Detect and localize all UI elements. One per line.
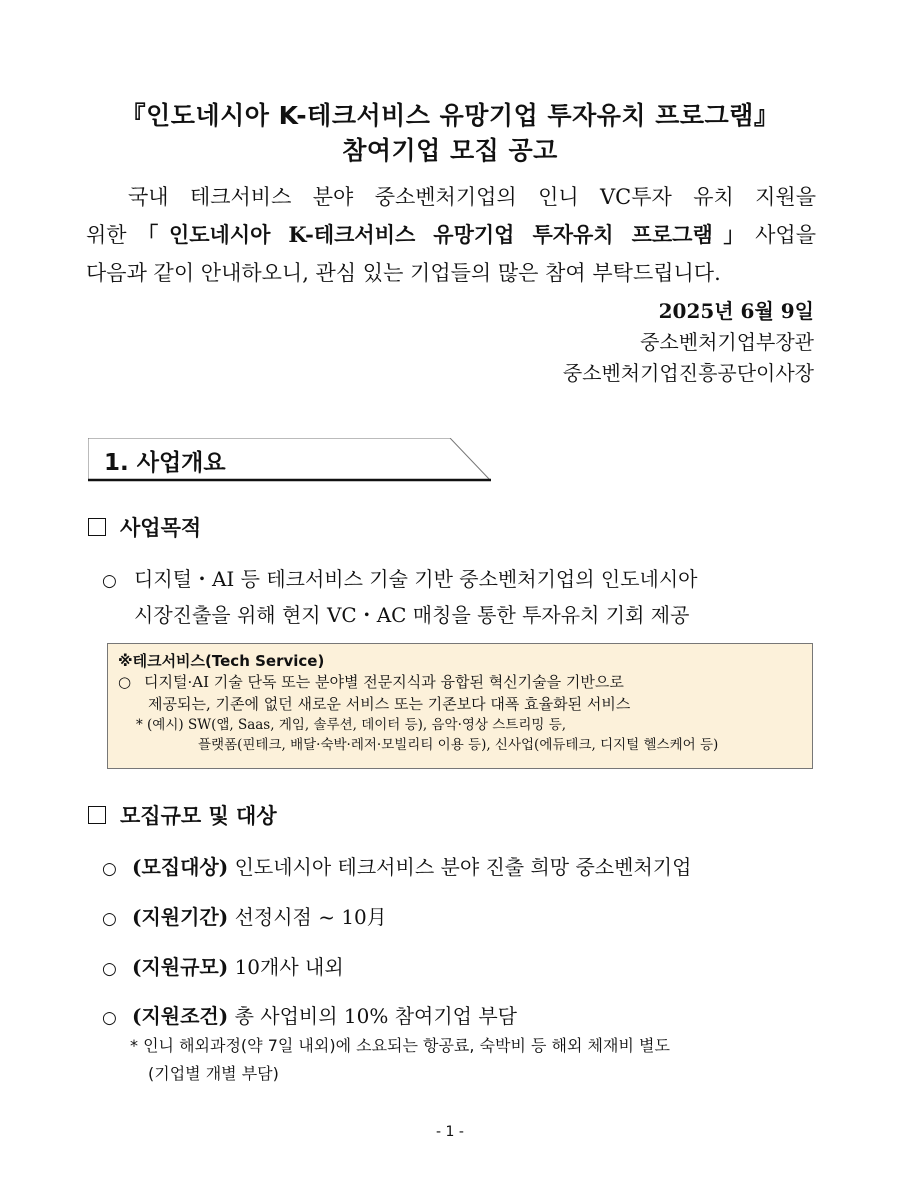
cost-note (130, 1032, 670, 1088)
recruit-item (102, 851, 691, 880)
recruit-item-text: 10개사 내외 (234, 955, 344, 979)
section-heading-text: 1. 사업개요 (104, 450, 226, 476)
issuer-agency: 중소벤처기업진흥공단이사장 (562, 361, 814, 385)
circle-bullet-icon: ○ (102, 1008, 117, 1028)
tech-service-heading: ※테크서비스(Tech Service) (118, 652, 325, 670)
intro-line-3: 다음과 같이 안내하오니, 관심 있는 기업들의 많은 참여 부탁드립니다. (86, 261, 721, 285)
tech-service-example-1: * (예시) SW(앱, Saas, 게임, 솔루션, 데이터 등), 음악·영상 스트리밍 등, (136, 717, 567, 733)
recruit-item-label: (지원규모) (132, 955, 229, 979)
tech-service-definition-1: 디지털·AI 기술 단독 또는 분야별 전문지식과 융합된 혁신기술을 기반으로 (144, 673, 624, 691)
intro-paragraph (86, 178, 816, 292)
recruit-item-label: (지원조건) (132, 1004, 229, 1028)
square-bullet-icon (88, 806, 106, 824)
recruit-item-text: 총 사업비의 10% 참여기업 부담 (234, 1004, 517, 1028)
tech-service-line-2: 제공되는, 기존에 없던 새로운 서비스 또는 기존보다 대폭 효율화된 서비스 (148, 695, 631, 713)
purpose-heading (88, 512, 201, 542)
signature-block (563, 296, 814, 389)
square-bullet-icon (88, 518, 106, 536)
recruit-heading (88, 800, 277, 830)
intro-line-2-suffix: 사업을 (755, 223, 816, 247)
recruit-item (102, 1000, 517, 1029)
circle-bullet-icon: ○ (102, 571, 117, 591)
circle-bullet-icon: ○ (102, 959, 117, 979)
recruit-heading-text: 모집규모 및 대상 (120, 803, 277, 828)
intro-line-2-prefix: 위한 (86, 223, 127, 247)
purpose-heading-text: 사업목적 (120, 515, 202, 540)
recruit-item-label: (모집대상) (132, 855, 229, 879)
document-title-line1: 『인도네시아 K-테크서비스 유망기업 투자유치 프로그램』 (120, 101, 780, 130)
recruit-item-label: (지원기간) (132, 905, 229, 929)
purpose-line-1: 디지털・AI 등 테크서비스 기술 기반 중소벤처기업의 인도네시아 (134, 567, 698, 591)
intro-line-2 (86, 216, 816, 254)
announcement-date: 2025년 6월 9일 (658, 299, 814, 323)
document-title-line2: 참여기업 모집 공고 (342, 136, 558, 165)
circle-bullet-icon: ○ (102, 859, 117, 879)
page-number: - 1 - (436, 1124, 464, 1140)
recruit-item-text: 인도네시아 테크서비스 분야 진출 희망 중소벤처기업 (234, 855, 692, 879)
purpose-line-2: 시장진출을 위해 현지 VC・AC 매칭을 통한 투자유치 기회 제공 (134, 603, 690, 627)
tech-service-line-1 (118, 671, 802, 693)
purpose-bullet (102, 562, 698, 632)
section-heading-box (88, 438, 492, 482)
cost-note-line-2: (기업별 개별 부담) (148, 1064, 279, 1083)
tech-service-note-box (107, 643, 813, 769)
cost-note-line-1: * 인니 해외과정(약 7일 내외)에 소요되는 항공료, 숙박비 등 해외 체재비 별도 (130, 1036, 670, 1055)
program-name: 「인도네시아 K-테크서비스 유망기업 투자유치 프로그램」 (126, 222, 756, 247)
recruit-item-text: 선정시점 ~ 10月 (234, 905, 387, 929)
circle-bullet-icon: ○ (118, 673, 132, 691)
circle-bullet-icon: ○ (102, 909, 117, 929)
recruit-item (102, 951, 344, 980)
recruit-item (102, 901, 387, 930)
tech-service-example-2: 플랫폼(핀테크, 배달·숙박·레저·모빌리티 이용 등), 신사업(에듀테크, 디지털 헬스케어 등) (198, 737, 719, 753)
issuer-ministry: 중소벤처기업부장관 (640, 330, 814, 354)
intro-line-1: 국내 테크서비스 분야 중소벤처기업의 인니 VC투자 유치 지원을 (128, 185, 816, 209)
